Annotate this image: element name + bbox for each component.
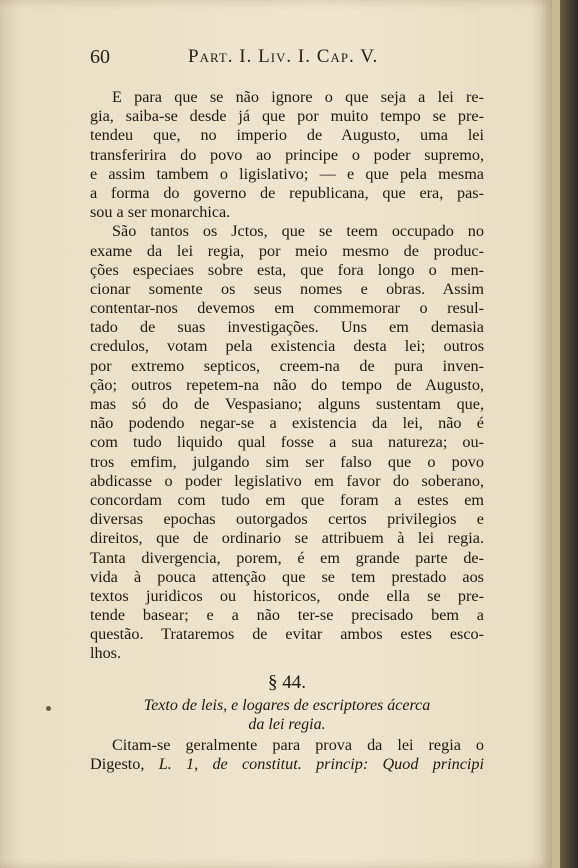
text-line: tros emfim, julgando sim ser falso que o povo [90,452,484,471]
text-line: transferirira do povo ao principe o poder supremo, [90,145,484,164]
text-line: mas só do de Vespasiano; alguns sustentam que, [90,395,484,413]
text-line: Citam-se geralmente para prova da lei regia o [112,735,484,754]
text-line: gia, saiba-se desde já que por muito tempo se pre- [90,107,484,126]
text-line: São tantos os Jctos, que se teem occupado no [112,222,484,241]
text-line: E para que se não ignore o que seja a lei re- [112,88,484,106]
text-line: vida à pouca attenção que se tem prestado aos [90,567,484,586]
text-line: exame da lei regia, por meio mesmo de produc- [90,241,484,260]
text-line: cionar somente os seus nomes e obras. Assim [90,279,484,298]
paragraph-1 [90,88,484,222]
text-line: concordam com tudo em que foram a estes em [90,490,484,509]
text-line: contentar-nos devemos em commemorar o resul- [90,299,484,318]
citation-source: Digesto, [90,754,159,773]
text-line: abdicasse o poder legislativo em favor do soberano, [90,471,484,490]
text-line: credulos, votam pela existencia desta lei; outros [90,337,484,356]
text-line: a forma do governo de republicana, que era, pas- [90,183,484,202]
text-line: diversas epochas outorgados certos privilegios e [90,510,484,529]
margin-mark [46,706,51,711]
text-line: por extremo septicos, creem-na de pura inven- [90,356,484,375]
text-line: ção; outros repetem-na não do tempo de Augusto, [90,375,484,394]
page-edge [552,0,560,868]
section-number: § 44. [268,671,306,693]
citation-ref: L. 1 [158,754,195,773]
citation-title: de constitut. princip: Quod principi [212,754,484,773]
text-line: direitos, que de ordinario se attribuem à lei regia. [90,529,484,548]
page-number: 60 [90,46,110,68]
text-line: e assim tambem o ligislativo; — e que pela mesma [90,164,484,183]
text-line: sou a ser monarchica. [90,203,231,222]
text-line: tendeu que, no imperio de Augusto, uma lei [90,126,484,145]
text-line: não podendo negar-se a existencia da lei, não é [90,414,484,433]
binding-shadow [560,0,578,868]
section-title: Texto de leis, e logares de escriptores ácerca [143,696,431,714]
paragraph-2 [90,222,484,663]
text-line: textos juridicos ou historicos, onde ella se pre- [90,586,484,605]
running-head: Part. I. Liv. I. Cap. V. [188,46,379,67]
text-line: ções especiaes sobre esta, que fora longo o men- [90,260,484,279]
text-line [90,755,484,774]
paragraph-3 [90,736,484,774]
text-line: Tanta divergencia, porem, é em grande parte de- [90,548,484,567]
citation-separator: , [194,754,213,773]
text-line: lhos. [90,644,122,663]
body-text [90,88,484,774]
section-title-continued: da lei regia. [248,715,326,733]
text-line: tende basear; e a não ter-se precisado bem a [90,606,484,625]
text-line: tado de suas investigações. Uns em demasia [90,318,484,337]
text-line: questão. Trataremos de evitar ambos estes esco- [90,625,484,644]
page-header [90,46,490,72]
text-line: com tudo liquido qual fosse a sua natureza; ou- [90,433,484,452]
